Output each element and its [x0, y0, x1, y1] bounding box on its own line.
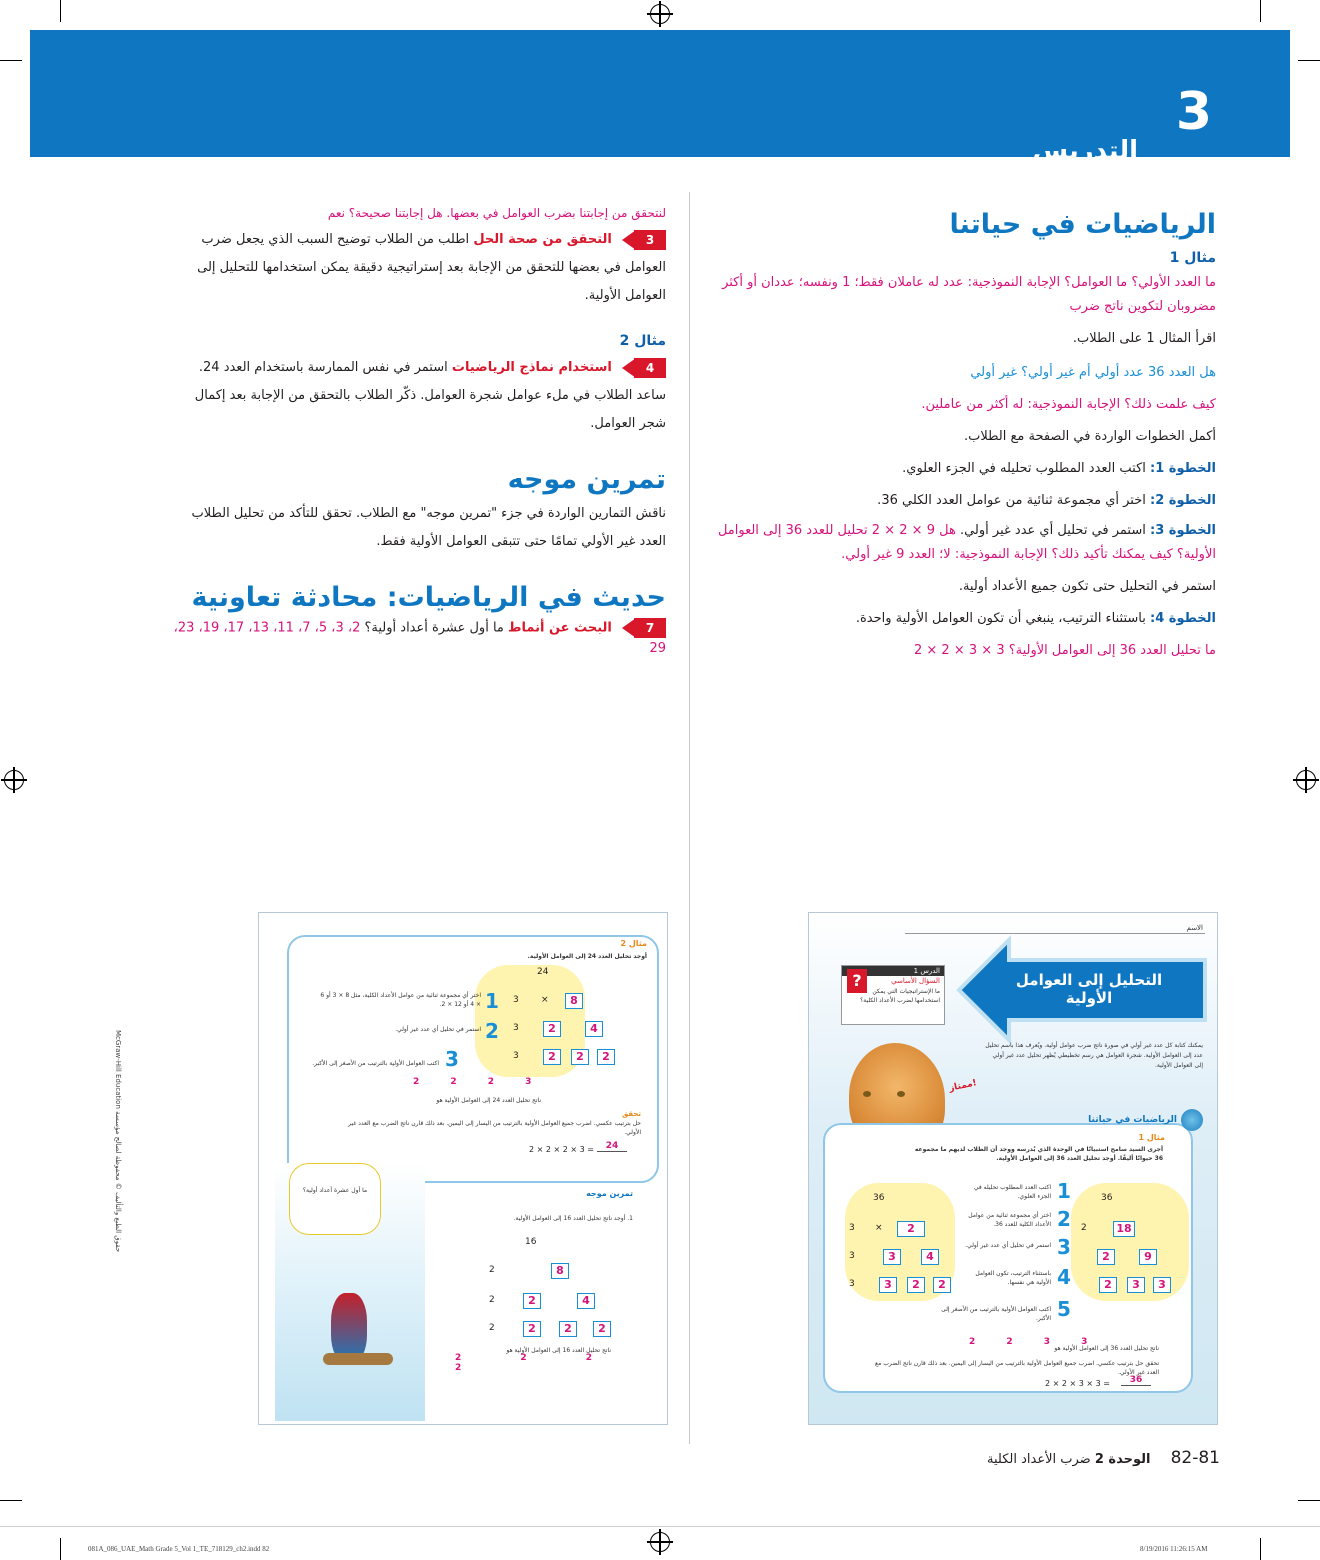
step-text-2: استمر في تحليل أي عدد غير أولي. — [395, 1026, 481, 1033]
step-2-text: اختر أي مجموعة ثنائية من عوامل العدد الكلي 36. — [877, 493, 1146, 508]
step-number-2: 2 — [1057, 1207, 1071, 1231]
essential-label: السؤال الأساسي — [891, 977, 940, 985]
step-number-1: 1 — [1057, 1179, 1071, 1203]
badge-4: 4 — [622, 358, 666, 378]
tree-right-2: 2 — [1081, 1223, 1087, 1233]
example-label: مثال 1 — [1138, 1133, 1165, 1142]
heading-math-in-life: الرياضيات في حياتنا — [949, 209, 1216, 240]
footer-rule — [0, 1526, 1320, 1527]
student-page-thumbnail-81 — [808, 912, 1218, 1425]
question-mark-icon: ? — [847, 969, 867, 993]
name-field-label: الاسم — [1186, 924, 1203, 932]
para-continue: استمر في التحليل حتى تكون جميع الأعداد أولية. — [958, 579, 1216, 594]
column-divider — [689, 192, 690, 1444]
globe-icon — [1181, 1109, 1203, 1131]
step-text-4: باستثناء الترتيب، تكون العوامل الأولية هي نفسها. — [975, 1270, 1051, 1286]
step-2 — [716, 487, 1216, 515]
tree-16-2: 2 — [489, 1265, 495, 1275]
para-complete-steps: أكمل الخطوات الواردة في الصفحة مع الطلاب. — [963, 429, 1216, 444]
section-header — [30, 30, 1290, 166]
section-number: 3 — [1175, 82, 1212, 142]
copyright-vertical: McGraw-Hill Education حقوق الطبع والتأليف © محفوظة لصالح مؤسسة — [114, 1030, 122, 1253]
check-answer-question: لنتحقق من إجابتنا بضرب العوامل في بعضها. هل إجابتنا صحيحة؟ نعم — [327, 206, 666, 220]
tree-left-top: 36 — [873, 1193, 885, 1203]
registration-mark-icon — [4, 770, 24, 790]
example-text: أوجد تحليل العدد 24 إلى العوامل الأولية. — [527, 953, 647, 960]
print-date: 8/19/2016 11:26:15 AM — [1140, 1545, 1208, 1553]
check-equation: 2 × 2 × 3 × 3 = — [1045, 1379, 1110, 1388]
step-number-4: 4 — [1057, 1265, 1071, 1289]
result-16-factors: 2 2 2 2 — [455, 1353, 621, 1373]
tree-left-3c: 3 — [849, 1279, 855, 1289]
tree-left-box-2b: 2 — [933, 1277, 951, 1293]
step-1-label: الخطوة 1: — [1150, 461, 1216, 476]
tree-24-box-4: 4 — [585, 1021, 603, 1037]
tree-left-3b: 3 — [849, 1251, 855, 1261]
left-column — [166, 200, 666, 659]
step-text-1: اختر أي مجموعة ثنائية من عوامل الأعداد الكلية، مثل 8 × 3 أو 6 × 4 أو 12 × 2. — [320, 992, 481, 1008]
page-footer — [930, 1448, 1220, 1468]
unit-title: ضرب الأعداد الكلية — [987, 1452, 1091, 1467]
example-label: مثال 2 — [620, 939, 647, 948]
tree-right-box-3b: 3 — [1153, 1277, 1171, 1293]
para-read: اقرأ المثال 1 على الطلاب. — [1072, 331, 1216, 346]
tree-left-box-4: 4 — [921, 1249, 939, 1265]
tree-24-mult: × — [541, 995, 549, 1005]
registration-mark-icon — [1296, 770, 1316, 790]
check-text: حل بترتيب عكسي. اضرب جميع العوامل الأولية بالترتيب من اليسار إلى اليمين. بعد ذلك قارن ناتج الضرب مع العدد غير الأولي. — [348, 1120, 641, 1136]
step-3-label: الخطوة 3: — [1150, 523, 1216, 538]
guided-exercise: 1. أوجد ناتج تحليل العدد 16 إلى العوامل الأولية. — [513, 1215, 633, 1222]
step-number-1: 1 — [485, 989, 499, 1013]
verify-label: التحقق من صحة الحل — [473, 232, 612, 247]
tree-16-box-2c: 2 — [593, 1321, 611, 1337]
verify-text: اطلب من الطلاب توضيح السبب الذي يجعل ضرب العوامل في بعضها للتحقق من الإجابة بعد إستراتيجية دقيقة يمكن استخدامها للتحليل إلى العوامل الأولية. — [197, 232, 666, 303]
file-name: 081A_086_UAE_Math Grade 5_Vol 1_TE_718129_ch2.indd 82 — [88, 1545, 270, 1553]
check-equation: 2 × 2 × 2 × 3 = — [529, 1145, 594, 1154]
step-3-question: هل 9 × 2 × 2 تحليل للعدد 36 إلى العوامل الأولية؟ كيف يمكنك تأكيد ذلك؟ الإجابة النموذجية: لا؛ العدد 9 غير أولي. — [717, 523, 1216, 562]
check-text: تحقق حل بترتيب عكسي. اضرب جميع العوامل الأولية بالترتيب من اليسار إلى اليمين. بعد ذلك قارن ناتج الضرب مع العدد غير الأولي. — [874, 1360, 1159, 1376]
cat-exclaim: ممتاز! — [948, 1078, 978, 1094]
question-36-factorization: ما تحليل العدد 36 إلى العوامل الأولية؟ 3 × 3 × 2 × 2 — [913, 643, 1216, 658]
step-1 — [716, 455, 1216, 483]
student-page-thumbnail-82 — [258, 912, 668, 1425]
step-3-text: استمر في تحليل أي عدد غير أولي. — [959, 523, 1146, 538]
tree-24-box-2b: 2 — [571, 1049, 589, 1065]
tree-16-2c: 2 — [489, 1323, 495, 1333]
lesson-title: التحليل إلى العوامل الأولية — [1015, 971, 1163, 1007]
crop-mark — [1298, 60, 1320, 61]
tree-left-box: 2 — [897, 1221, 925, 1237]
step-number-5: 5 — [1057, 1297, 1071, 1321]
step-4-label: الخطوة 4: — [1150, 611, 1216, 626]
crop-mark — [1298, 1500, 1320, 1501]
tree-right-box-2: 2 — [1097, 1249, 1115, 1265]
tree-left-box-2a: 2 — [907, 1277, 925, 1293]
tree-24-3b: 3 — [513, 1023, 519, 1033]
tree-16-2b: 2 — [489, 1295, 495, 1305]
patterns-label: البحث عن أنماط — [508, 620, 612, 636]
crop-mark — [60, 1538, 61, 1560]
tree-24-box-8: 8 — [565, 993, 583, 1009]
perch-image — [323, 1353, 393, 1365]
step-2-label: الخطوة 2: — [1150, 493, 1216, 508]
step-1-text: اكتب العدد المطلوب تحليله في الجزء العلوي. — [902, 461, 1146, 476]
tree-24-box-2c: 2 — [597, 1049, 615, 1065]
check-answer: 24 — [597, 1141, 627, 1152]
tree-right-box-3a: 3 — [1127, 1277, 1145, 1293]
intro-text: يمكنك كتابة كل عدد غير أولي في صورة ناتج ضرب عوامل أولية. ويُعرف هذا باسم تحليل عدد إلى العوامل الأولية. شجرة العوامل هي رسم تخطيطي يُظهر تحليل عدد غير أولي إلى العوامل الأولية. — [985, 1042, 1203, 1069]
step-text-5: اكتب العوامل الأولية بالترتيب من الأصغر إلى الأكبر. — [941, 1306, 1051, 1322]
example-text: أجرى السيد سامح استبيانًا في الوحدة الذي يُدرسه ووجد أن الطلاب لديهم ما مجموعه 36 حيوانًا أليفًا. أوجد تحليل العدد 36 إلى العوامل الأولية. — [914, 1146, 1163, 1162]
tree-16-box-8: 8 — [551, 1263, 569, 1279]
crop-mark — [0, 1500, 22, 1501]
step-text-1: اكتب العدد المطلوب تحليله في الجزء العلوي. — [973, 1184, 1051, 1200]
speech-bubble-text: ما أول عشرة أعداد أولية؟ — [302, 1187, 368, 1194]
heading-guided-practice: تمرين موجه — [507, 464, 666, 495]
tree-16-box-4: 4 — [577, 1293, 595, 1309]
step-text-2: اختر أي مجموعة ثنائية من عوامل الأعداد الكلية للعدد 36. — [968, 1212, 1051, 1228]
tree-16-box-2: 2 — [523, 1293, 541, 1309]
crop-mark — [0, 60, 22, 61]
step-text-3: اكتب العوامل الأولية بالترتيب من الأصغر إلى الأكبر. — [312, 1060, 439, 1067]
crop-mark — [1260, 0, 1261, 22]
tree-16-box-2b: 2 — [559, 1321, 577, 1337]
tree-16-top: 16 — [525, 1237, 537, 1247]
example-2-label: مثال 2 — [619, 333, 666, 349]
question-how-know: كيف علمت ذلك؟ الإجابة النموذجية: له أكثر من عاملين. — [921, 397, 1216, 412]
step-number-3: 3 — [1057, 1235, 1071, 1259]
tree-24-3: 3 — [513, 995, 519, 1005]
tree-24-top: 24 — [537, 967, 549, 977]
patterns-paragraph — [166, 618, 666, 659]
models-label: استخدام نماذج الرياضيات — [451, 360, 612, 375]
tree-24-box-2a: 2 — [543, 1049, 561, 1065]
step-number-2: 2 — [485, 1019, 499, 1043]
tree-right-top: 36 — [1101, 1193, 1113, 1203]
tree-left-box-3: 3 — [883, 1249, 901, 1265]
unit-label: الوحدة 2 — [1094, 1452, 1151, 1467]
tree-16-box-2a: 2 — [523, 1321, 541, 1337]
tree-right-box-18: 18 — [1113, 1221, 1135, 1237]
result-line: ناتج تحليل العدد 24 إلى العوامل الأولية هو — [436, 1097, 541, 1104]
registration-mark-icon — [650, 4, 670, 24]
patterns-answer: 2، 3، 5، 7، 11، 13، 17، 19، 23، 29 — [173, 620, 666, 656]
tree-right-box-2b: 2 — [1099, 1277, 1117, 1293]
page-numbers: 82-81 — [1170, 1448, 1220, 1468]
check-answer: 36 — [1121, 1375, 1151, 1386]
check-label: تحقق — [621, 1110, 641, 1118]
section-title: التدريس — [1032, 136, 1138, 166]
question-36-prime: هل العدد 36 عدد أولي أم غير أولي؟ غير أولي — [970, 365, 1216, 380]
tree-right-box-9: 9 — [1139, 1249, 1157, 1265]
step-4 — [716, 605, 1216, 633]
right-column — [716, 205, 1216, 665]
essential-question: ما الإستراتيجيات التي يمكن استخدامها لضرب الأعداد الكلية؟ — [860, 988, 940, 1004]
heading-math-talk: حديث في الرياضيات: محادثة تعاونية — [191, 582, 666, 613]
patterns-question: ما أول عشرة أعداد أولية؟ — [364, 620, 504, 636]
step-3 — [716, 519, 1216, 567]
step-number-3: 3 — [445, 1047, 459, 1071]
badge-3: 3 — [622, 230, 666, 250]
guided-heading: تمرين موجه — [586, 1189, 633, 1198]
result-factors: 2 2 2 3 — [413, 1077, 546, 1087]
lesson-label: الدرس 1 — [842, 966, 944, 976]
example-1-label: مثال 1 — [1169, 250, 1216, 266]
result-16-line: ناتج تحليل العدد 16 إلى العوامل الأولية هو — [506, 1347, 611, 1354]
section-label: الرياضيات في حياتنا — [1088, 1115, 1177, 1125]
models-text: استمر في نفس الممارسة باستخدام العدد 24. ساعد الطلاب في ملء عوامل شجرة العوامل. ذكّر الطلاب بالتحقق من الإجابة بعد إكمال شجر العوامل. — [194, 360, 666, 431]
result-factors: 2 2 3 3 — [969, 1337, 1102, 1347]
badge-7: 7 — [622, 618, 666, 638]
speech-bubble — [289, 1163, 381, 1235]
step-4-text: باستثناء الترتيب، ينبغي أن تكون العوامل الأولية واحدة. — [855, 611, 1146, 626]
tree-left-mult: × — [875, 1223, 883, 1233]
tree-24-3c: 3 — [513, 1051, 519, 1061]
tree-24-box-2: 2 — [543, 1021, 561, 1037]
models-paragraph — [166, 354, 666, 438]
guided-text: ناقش التمارين الواردة في جزء "تمرين موجه" مع الطلاب. تحقق للتأكد من تحليل الطلاب العدد غير الأولي تمامًا حتى تتبقى العوامل الأولية فقط. — [191, 506, 666, 549]
verify-paragraph — [166, 226, 666, 310]
tree-left-3: 3 — [849, 1223, 855, 1233]
crop-mark — [1260, 1538, 1261, 1560]
crop-mark — [60, 0, 61, 22]
result-line: ناتج تحليل العدد 36 إلى العوامل الأولية هو — [1054, 1345, 1159, 1352]
tree-left-box-3b: 3 — [879, 1277, 897, 1293]
registration-mark-icon — [650, 1532, 670, 1552]
step-text-3: استمر في تحليل أي عدد غير أولي. — [965, 1242, 1051, 1249]
question-prime-factors: ما العدد الأولي؟ ما العوامل؟ الإجابة النموذجية: عدد له عاملان فقط؛ 1 ونفسه؛ عددان أو أكثر مضروبان لتكوين ناتج ضرب — [722, 275, 1216, 314]
